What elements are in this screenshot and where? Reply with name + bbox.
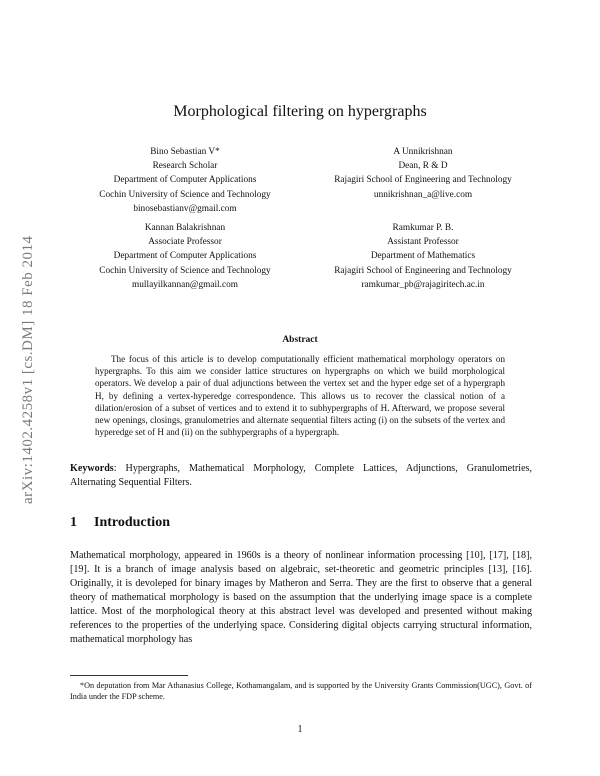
keywords-label: Keywords: [70, 463, 114, 474]
author-1-position: Research Scholar: [152, 161, 218, 172]
footnote: *On deputation from Mar Athanasius College, Kothamangalam, and is supported by the University Grants Commission(UGC), Govt. of India under the FDP scheme.: [70, 681, 532, 701]
author-1-department: Department of Computer Applications: [113, 175, 257, 186]
author-3-department: Department of Computer Applications: [113, 251, 257, 262]
author-3-position: Associate Professor: [148, 237, 222, 248]
author-2-institution: Rajagiri School of Engineering and Technology: [334, 175, 512, 186]
author-1-name: Bino Sebastian V*: [150, 147, 220, 157]
author-1: [70, 145, 300, 216]
author-2: [308, 145, 538, 202]
author-3-name: Kannan Balakrishnan: [144, 223, 226, 233]
author-4-department: Department of Mathematics: [370, 251, 476, 262]
author-4: [308, 221, 538, 292]
abstract-text: The focus of this article is to develop computationally efficient mathematical morphology operators on hypergraphs. To this aim we consider lattice structures on hypergraphs on which we build morphological operators. We develop a pair of dual adjunctions between the vertex set and the hyper edge set of a hypergraph H, by defining a vertex-hyperedge correspondence. This allows us to recover the classical notion of a dilation/erosion of a subset of vertices and to extend it to subhypergraphs of H. Afterward, we propose several new openings, closings, granulometries and alternate sequential filters acting (i) on the subsets of the vertex and hyperedge set of H and (ii) on the subhypergraphs of a hypergraph.: [95, 354, 505, 438]
author-4-email[interactable]: ramkumar_pb@rajagiritech.ac.in: [361, 279, 485, 290]
author-3: [70, 221, 300, 292]
section-title: Introduction: [94, 515, 170, 530]
author-4-institution: Rajagiri School of Engineering and Technology: [334, 265, 512, 276]
arxiv-identifier: arXiv:1402.4258v1 [cs.DM] 18 Feb 2014: [20, 235, 36, 505]
keywords: [70, 462, 532, 490]
author-2-position: Dean, R & D: [398, 161, 448, 172]
keywords-list: : Hypergraphs, Mathematical Morphology, Complete Lattices, Adjunctions, Granulometries, Alternating Sequential Filters.: [70, 463, 532, 488]
page-number: 1: [297, 724, 303, 735]
footnote-rule: [70, 675, 188, 676]
author-4-name: Ramkumar P. B.: [392, 223, 454, 233]
section-number: 1: [70, 515, 77, 530]
abstract-heading: Abstract: [282, 335, 318, 345]
introduction-paragraph: Mathematical morphology, appeared in 1960s is a theory of nonlinear information processing [10], [17], [18], [19]. It is a branch of image analysis based on algebraic, set-theoretic and geometric principles [13], [16]. Originally, it is devoleped for binary images by Matheron and Serra. They are the first to observe that a general theory of mathematical morphology is based on the assumption that the underlying image space is a complete lattice. Most of the morphological theory at this abstract level was developed and presented without making references to the properties of the underlying space. Considering digital objects carrying structural information, mathematical morphology has: [70, 550, 532, 645]
author-1-institution: Cochin University of Science and Technology: [99, 189, 271, 200]
author-2-name: A Unnikrishnan: [393, 147, 453, 157]
paper-title: Morphological filtering on hypergraphs: [173, 103, 427, 120]
author-4-position: Assistant Professor: [387, 237, 459, 248]
author-1-email[interactable]: binosebastianv@gmail.com: [133, 203, 237, 214]
author-2-email[interactable]: unnikrishnan_a@live.com: [373, 189, 473, 200]
section-heading: [70, 515, 530, 531]
author-3-institution: Cochin University of Science and Technology: [99, 265, 271, 276]
author-3-email[interactable]: mullayilkannan@gmail.com: [132, 279, 238, 290]
